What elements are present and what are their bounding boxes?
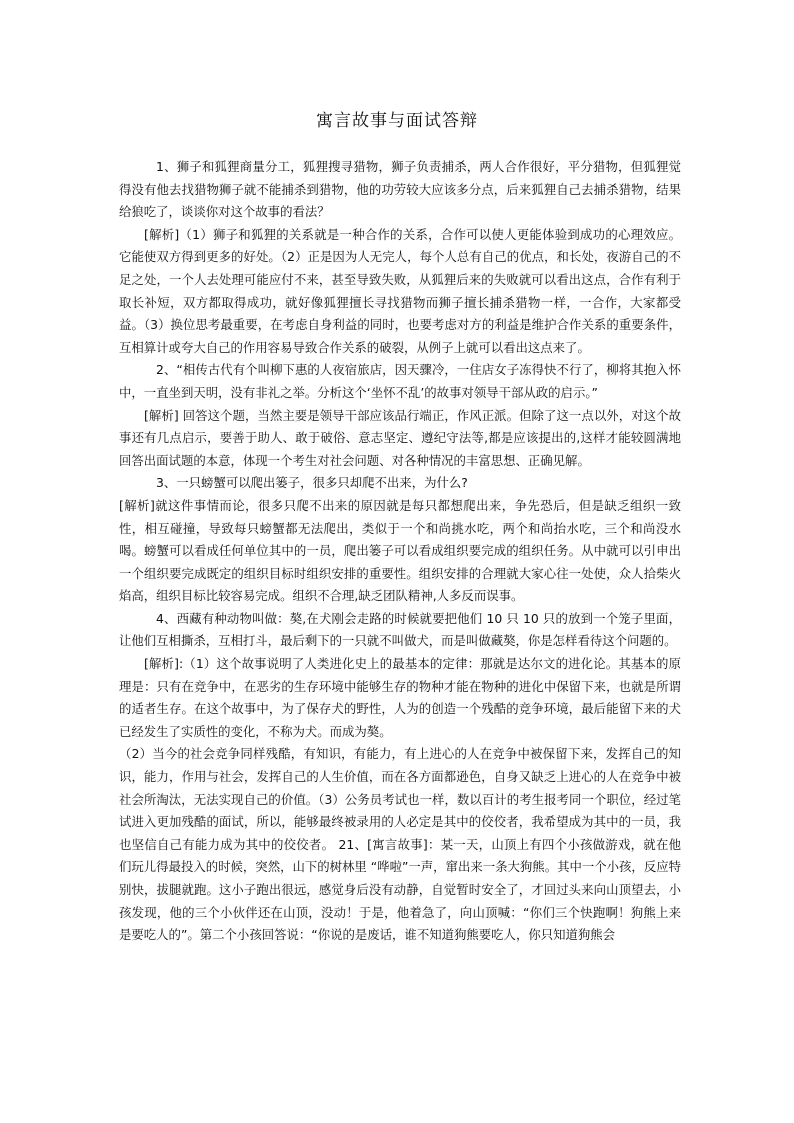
- question-2: 2、“相传古代有个叫柳下惠的人夜宿旅店，因天骤冷，一住店女子冻得快不行了，柳将其抱入怀中，一直坐到天明，没有非礼之举。分析这个‘坐怀不乱’的故事对领导干部从政的启示。”: [119, 362, 681, 400]
- answer-4-part-1: [解析]:（1）这个故事说明了人类进化史上的最基本的定律：那就是达尔文的进化论。其基本的原理是：只有在竞争中，在恶劣的生存环境中能够生存的物种才能在物种的进化中保留下来，也就是所谓的适者生存。在这个故事中，为了保存犬的野性，人为的创造一个残酷的竞争环境，最后能留下来的犬已经发生了实质性的变化，不称为犬。而成为獒。: [119, 656, 681, 739]
- answer-1: [解析]（1）狮子和狐狸的关系就是一种合作的关系，合作可以使人更能体验到成功的心理效应。它能使双方得到更多的好处。（2）正是因为人无完人，每个人总有自己的优点，和长处，夜游自己的不足之处，一个人去处理可能应付不来，甚至导致失败，从狐狸后来的失败就可以看出这点，合作有利于取长补短，双方都取得成功，就好像狐狸擅长寻找猎物而狮子擅长捕杀猎物一样，一合作，大家都受益。（3）换位思考最重要，在考虑自身利益的同时，也要考虑对方的利益是维护合作关系的重要条件，互相算计或夸大自己的作用容易导致合作关系的破裂，从例子上就可以看出这点来了。: [119, 226, 681, 355]
- document-body: [119, 156, 681, 947]
- question-4: 4、西藏有种动物叫做：獒,在犬刚会走路的时候就要把他们 10 只 10 只的放到一个笼子里面，让他们互相撕杀，互相打斗，最后剩下的一只就不叫做犬，而是叫做藏獒，你是怎样看待这个问题的。: [119, 610, 681, 649]
- document-title: 寓言故事与面试答辩: [316, 111, 478, 131]
- answer-4-part-2: （2）当今的社会竞争同样残酷，有知识，有能力，有上进心的人在竞争中被保留下来，发挥自己的知识，能力，作用与社会，发挥自己的人生价值，而在各方面都逊色，自身又缺乏上进心的人在竞争中被社会所淘汰，无法实现自己的价值。（3）公务员考试也一样，数以百计的考生报考同一个职位，经过笔试进入更加残酷的面试，所以，能够最终被录用的人必定是其中的佼佼者，我希望成为其中的一员，我也坚信自己有能力成为其中的佼佼者。 21、[寓言故事]：某一天，山顶上有四个小孩做游戏，就在他们玩儿得最投入的时候，突然，山下的树林里 “哗啦”一声，窜出来一条大狗熊。其中一个小孩，反应特别快，拔腿就跑。这小子跑出很远，感觉身后没有动静，自觉暂时安全了，才回过头来向山顶望去，小孩发现，他的三个小伙伴还在山顶，没动！于是，他着急了，向山顶喊：“你们三个快跑啊！狗熊上来是要吃人的”。第二个小孩回答说：“你说的是废话，谁不知道狗熊要吃人，你只知道狗熊会: [119, 746, 681, 943]
- answer-2: [解析] 回答这个题，当然主要是领导干部应该品行端正，作风正派。但除了这一点以外，对这个故事还有几点启示，要善于助人、敢于破俗、意志坚定、遵纪守法等,都是应该提出的,这样才能较圆满地回答出面试题的本意，体现一个考生对社会问题、对各种情况的丰富思想、正确见解。: [119, 407, 681, 468]
- question-1: 1、狮子和狐狸商量分工，狐狸搜寻猎物，狮子负责捕杀，两人合作很好，平分猎物，但狐狸觉得没有他去找猎物狮子就不能捕杀到猎物，他的功劳较大应该多分点，后来狐狸自己去捕杀猎物，结果给狼吃了，谈谈你对这个故事的看法？: [119, 159, 681, 220]
- answer-3: [解析]就这件事情而论，很多只爬不出来的原因就是每只都想爬出来，争先恐后，但是缺乏组织一致性，相互碰撞，导致每只螃蟹都无法爬出，类似于一个和尚挑水吃，两个和尚抬水吃，三个和尚没水喝。螃蟹可以看成任何单位其中的一员，爬出篓子可以看成组织要完成的组织任务。从中就可以引申出一个组织要完成既定的组织目标时组织安排的重要性。组织安排的合理就大家心往一处使，众人拾柴火焰高，组织目标比较容易完成。组织不合理,缺乏团队精神,人多反而误事。: [119, 497, 681, 604]
- question-3: 3、一只螃蟹可以爬出篓子，很多只却爬不出来，为什么?: [156, 475, 468, 491]
